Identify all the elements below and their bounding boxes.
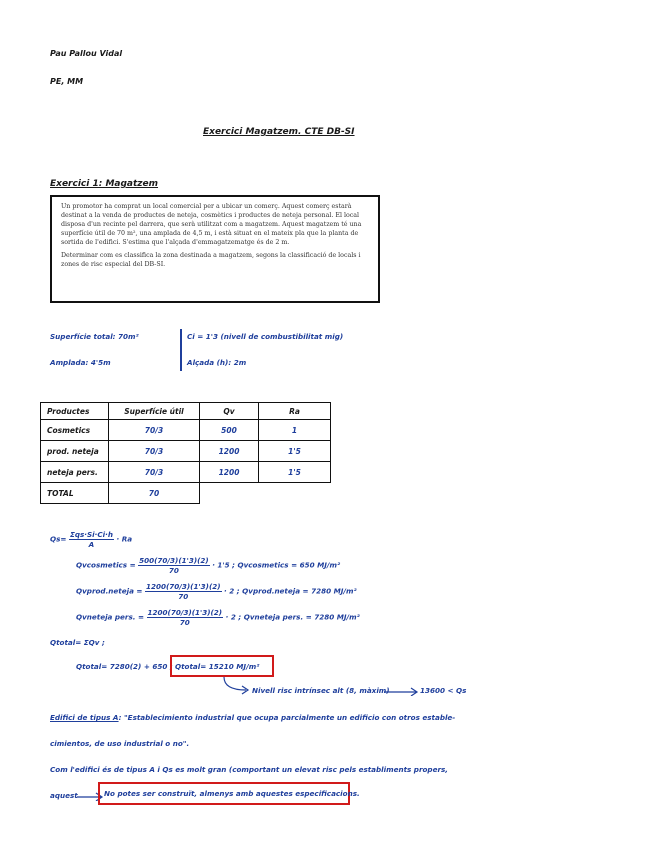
product-name: Cosmetics [41,420,109,441]
product-surface: 70/3 [109,462,200,483]
general-fraction [69,530,114,549]
arrow-right-icon [383,686,419,696]
cosm-denominator: 70 [168,566,179,575]
qtotal-calculation: Qtotal= 7280(2) + 650 ; [76,662,173,671]
neteja-denominator: 70 [178,592,189,601]
formula-prod-neteja [76,582,357,601]
table-header-row [41,403,331,420]
pers-fraction [147,608,224,627]
risk-comparison: 13600 < Qs [420,686,467,695]
product-surface: 70/3 [109,441,200,462]
header-superficie: Superfície útil [109,403,200,420]
product-ra: 1'5 [259,441,331,462]
author-name: Pau Pallou Vidal [50,49,123,58]
product-ra: 1 [259,420,331,441]
header-ra: Ra [259,403,331,420]
document-title: Exercici Magatzem. CTE DB-SI [203,127,355,137]
neteja-numerator: 1200(70/3)(1'3)(2) [145,582,221,591]
product-name: prod. neteja [41,441,109,462]
cosm-fraction [138,556,210,575]
alcada: Alçada (h): 2m [187,358,247,367]
problem-paragraph-2: Determinar com es classifica la zona destinada a magatzem, segons la classificació de locals i zones de risc especial del DB-SI. [61,252,361,268]
edifici-text-continued: cimientos, de uso industrial o no". [50,739,190,748]
product-ra: 1'5 [259,462,331,483]
table-row [41,441,331,462]
problem-statement-box [50,195,380,303]
product-name: neteja pers. [41,462,109,483]
general-tail: · Ra [116,534,133,544]
pers-lhs: Qvneteja pers. = [76,612,145,622]
table-row [41,462,331,483]
cosm-numerator: 500(70/3)(1'3)(2) [139,556,209,565]
pers-tail: · 2 ; Qvneteja pers. = 7280 MJ/m² [225,612,360,622]
products-table [40,402,331,504]
author-initials: PE, MM [50,77,84,86]
product-surface: 70/3 [109,420,200,441]
coeficient-ci: Ci = 1'3 (nivell de combustibilitat mig) [187,332,344,341]
table-row [41,420,331,441]
cosm-tail: · 1'5 ; Qvcosmetics = 650 MJ/m² [212,560,341,570]
aquest-word: aquest [50,791,78,800]
pers-numerator: 1200(70/3)(1'3)(2) [147,608,223,617]
qtotal-result: Qtotal= 15210 MJ/m² [175,662,260,671]
como-text: Com l'edifici és de tipus A i Qs es molt gran (comportant un elevat risc pels establiments propers, [50,765,449,774]
risk-level: Nivell risc intrínsec alt (8, màxim) [252,686,390,695]
problem-paragraph-1: Un promotor ha comprat un local comercial per a ubicar un comerç. Aquest comerç estarà destinat a la venda de productes de neteja, cosmètics i productes de neteja personal. El local disposa d'un recinte pel darrera, que serà utilitzat com a magatzem. Aquest magatzem té una superfície útil de 70 m², una amplada de 4,5 m, i està situat en el mateix pla que la planta de sortida de l'edifici. S'estima que l'alçada d'emmagatzematge és de 2 m. [61,203,362,246]
arrow-down-right-icon [222,676,252,696]
qtotal-definition: Qtotal= ΣQv ; [50,638,105,647]
product-qv: 500 [200,420,259,441]
general-formula [50,530,132,549]
header-qv: Qv [200,403,259,420]
general-numerator: Σqs·Si·Ci·h [69,530,113,539]
data-divider [180,329,182,371]
formula-cosmetics [76,556,340,575]
product-qv: 1200 [200,462,259,483]
superficie-total: Superfície total: 70m² [50,332,139,341]
neteja-lhs: Qvprod.neteja = [76,586,143,596]
general-lhs: Qs= [50,534,67,544]
final-conclusion: No potes ser construït, almenys amb aquestes especificacions. [104,789,360,798]
edifici-label: Edifici de tipus A [50,713,119,722]
header-productes: Productes [41,403,109,420]
total-label: TOTAL [41,483,109,504]
edifici-paragraph [50,713,455,722]
neteja-tail: · 2 ; Qvprod.neteja = 7280 MJ/m² [224,586,357,596]
section-title: Exercici 1: Magatzem [50,179,159,189]
product-qv: 1200 [200,441,259,462]
total-value: 70 [109,483,200,504]
pers-denominator: 70 [179,618,190,627]
edifici-text: : "Establecimiento industrial que ocupa parcialmente un edificio con otros estable- [118,713,456,722]
table-total-row [41,483,331,504]
general-denominator: A [88,540,95,549]
formula-neteja-pers [76,608,360,627]
cosm-lhs: Qvcosmetics = [76,560,136,570]
neteja-fraction [145,582,222,601]
amplada: Amplada: 4'5m [50,358,111,367]
